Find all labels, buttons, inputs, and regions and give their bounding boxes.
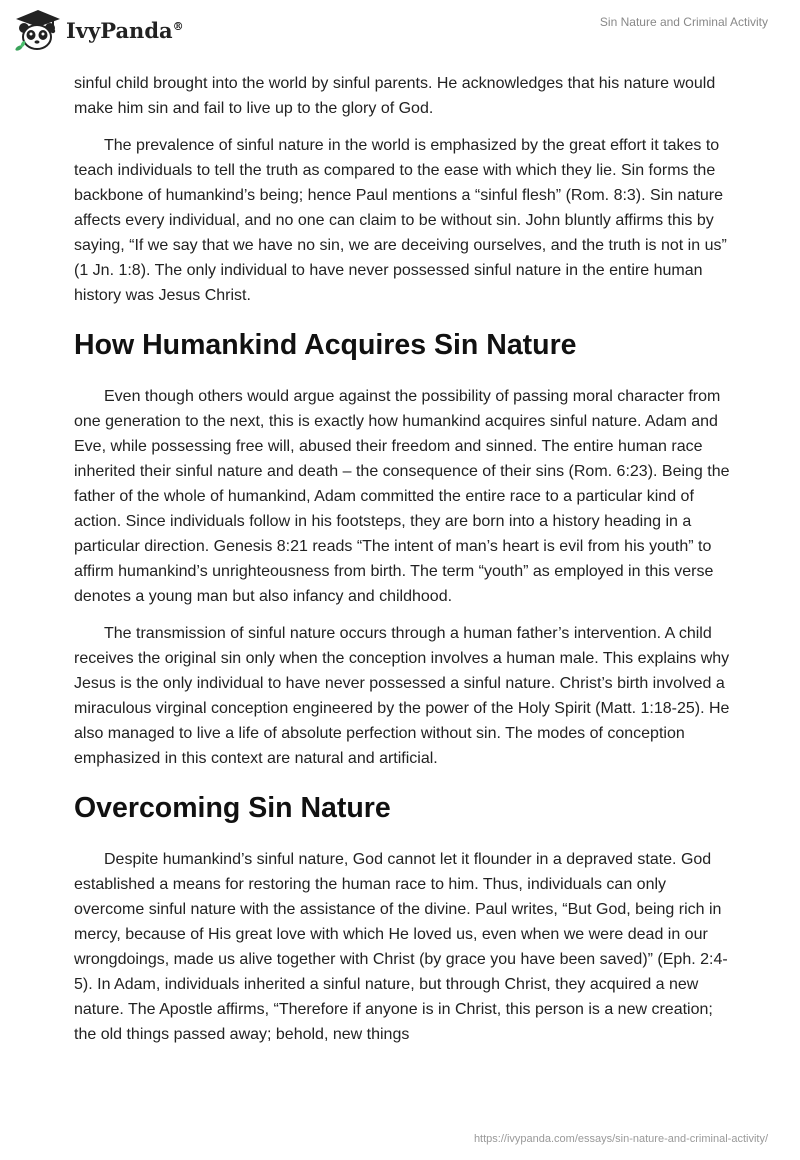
paragraph: The transmission of sinful nature occurs through a human father’s intervention. A child receives the original sin only when the conception involves a human male. This explains why Jesus is the only individual to have never possessed a sinful nature. Christ’s birth involved a miraculous virginal conception engineered by the power of the Holy Spirit (Matt. 1:18-25). He also managed to live a life of absolute perfection without sin. The modes of conception emphasized in this context are natural and artificial. <box>74 625 730 767</box>
article-body <box>74 71 734 1059</box>
paragraph: Despite humankind’s sinful nature, God cannot let it flounder in a depraved state. God established a means for restoring the human race to him. Thus, individuals can only overcome sinful nature with the assistance of the divine. Paul writes, “But God, being rich in mercy, because of His great love with which He loved us, even when we were dead in our wrongdoings, made us alive together with Christ (by grace you have been saved)” (Eph. 2:4-5). In Adam, individuals inherited a sinful nature, but through Christ, they acquired a new nature. The Apostle affirms, “Therefore if anyone is in Christ, this person is a new creation; the old things passed away; behold, new things <box>74 851 728 1043</box>
page-header <box>0 0 800 70</box>
section-heading: Overcoming Sin Nature <box>74 792 391 824</box>
section-heading: How Humankind Acquires Sin Nature <box>74 329 577 361</box>
source-url-link[interactable]: https://ivypanda.com/essays/sin-nature-and-criminal-activity/ <box>473 1133 768 1145</box>
paragraph: Even though others would argue against the possibility of passing moral character from one generation to the next, this is exactly how humankind acquires sinful nature. Adam and Eve, while possessing free will, abused their freedom and sinned. The entire human race inherited their sinful nature and death – the consequence of their sins (Rom. 6:23). Being the father of the whole of humankind, Adam committed the entire race to a particular kind of action. Since individuals follow in his footsteps, they are born into a history heading in a particular direction. Genesis 8:21 reads “The intent of man’s heart is evil from his youth” to affirm humankind’s unrighteousness from birth. The term “youth” as employed in this verse denotes a young man but also infancy and childhood. <box>74 388 730 605</box>
panda-mascot-icon <box>14 8 62 52</box>
document-title: Sin Nature and Criminal Activity <box>599 15 768 29</box>
paragraph: sinful child brought into the world by sinful parents. He acknowledges that his nature would make him sin and fail to live up to the glory of God. <box>74 75 716 117</box>
paragraph: The prevalence of sinful nature in the world is emphasized by the great effort it takes to teach individuals to tell the truth as compared to the ease with which they lie. Sin forms the backbone of humankind’s being; hence Paul mentions a “sinful flesh” (Rom. 8:3). Sin nature affects every individual, and no one can claim to be without sin. John bluntly affirms this by saying, “If we say that we have no sin, we are deceiving ourselves, and the truth is not in us” (1 Jn. 1:8). The only individual to have never possessed sinful nature in the entire human history was Jesus Christ. <box>74 137 727 304</box>
ivypanda-logo[interactable] <box>14 8 184 52</box>
brand-name: IvyPanda® <box>66 17 184 43</box>
